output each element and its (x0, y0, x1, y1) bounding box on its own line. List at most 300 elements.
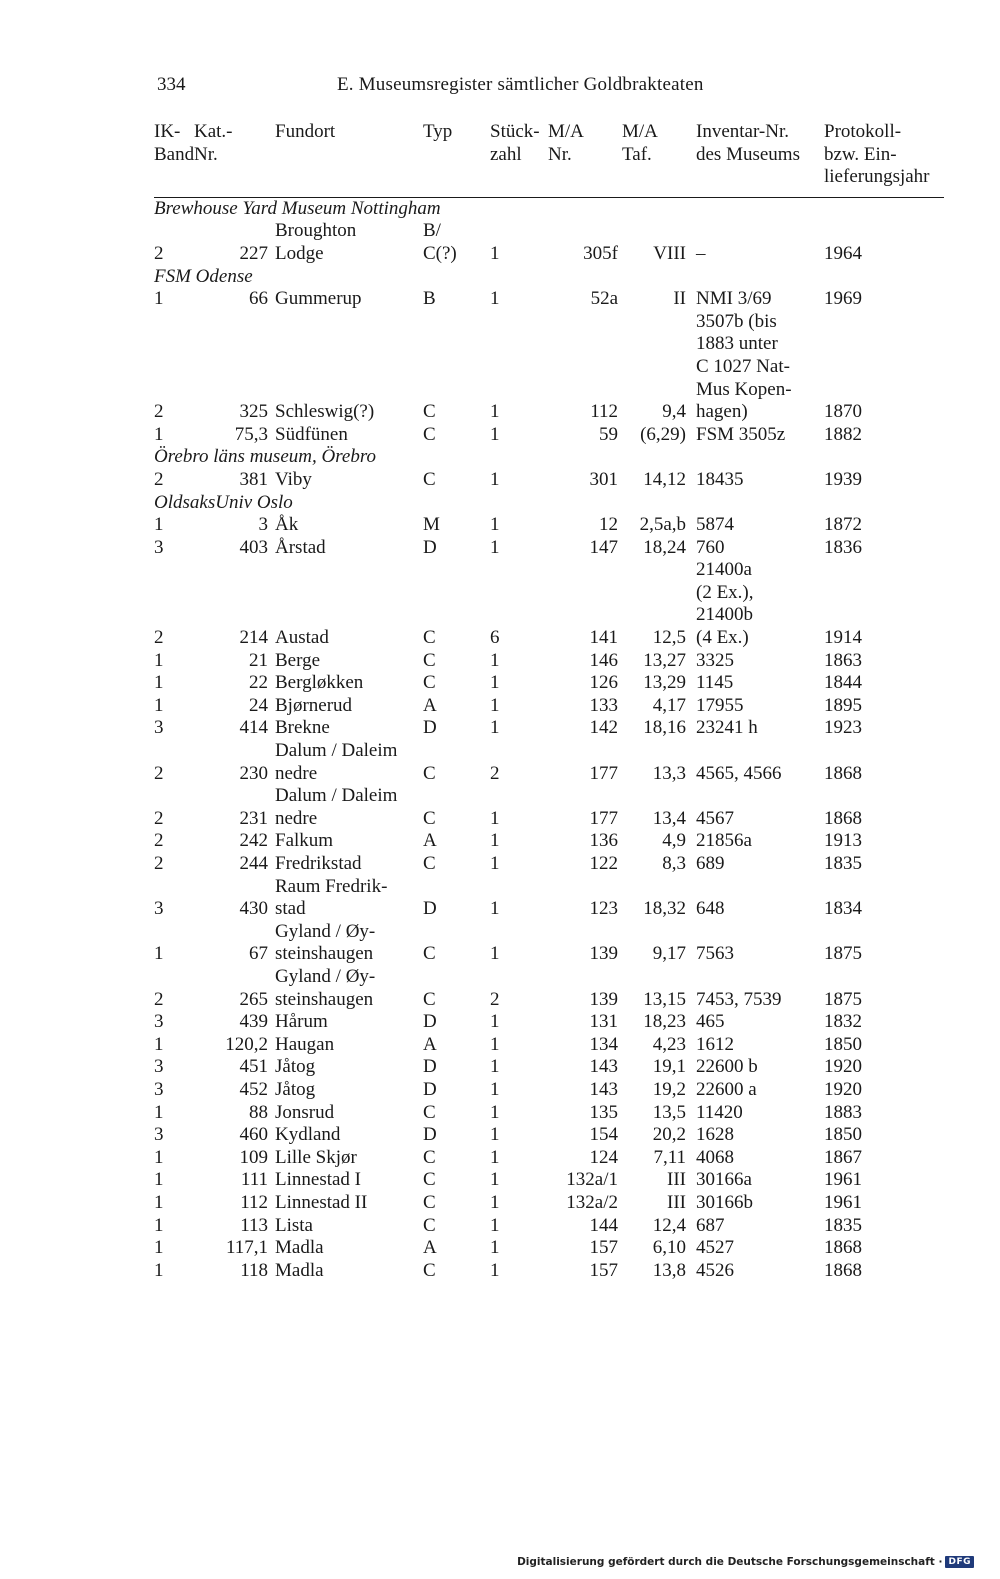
cell-kat-nr: 120,2 (225, 1033, 268, 1055)
cell-inventar-nr: NMI 3/69 (696, 288, 772, 310)
col-header-line: des Museums (696, 143, 800, 165)
col-header-inventar-nr (690, 121, 820, 197)
cell-kat-nr: 451 (239, 1056, 268, 1078)
table-row (154, 311, 944, 424)
cell-ma-taf: 4,17 (652, 694, 686, 716)
cell-fundort-line: steinshaugen (275, 988, 374, 1010)
table-row (154, 1169, 944, 1192)
cell-stueckzahl: 1 (490, 1237, 500, 1259)
cell-typ: D (423, 1078, 437, 1100)
museum-name: Örebro läns museum, Örebro (154, 446, 377, 468)
cell-inventar-nr-line: 21400a (696, 559, 752, 581)
cell-fundort-line: Dalum / Daleim (275, 785, 398, 807)
cell-typ: D (423, 898, 437, 920)
museum-heading-row (154, 492, 944, 515)
cell-typ: C (423, 468, 436, 490)
cell-typ: D (423, 536, 437, 558)
cell-inventar-nr: 22600 b (696, 1056, 758, 1078)
col-header-line: Nr. (194, 143, 218, 165)
cell-ik-band: 2 (154, 807, 164, 829)
cell-stueckzahl: 1 (490, 1011, 500, 1033)
cell-typ: C (423, 1101, 436, 1123)
cell-ik-band: 1 (154, 1146, 164, 1168)
cell-stueckzahl: 1 (490, 943, 500, 965)
cell-ma-taf: 9,4 (662, 401, 686, 423)
cell-protokolljahr: 1883 (824, 1101, 862, 1123)
cell-inventar-nr-line: 21400b (696, 604, 753, 626)
table-row (154, 672, 944, 695)
cell-ma-taf: 4,23 (652, 1033, 686, 1055)
cell-ma-taf: III (667, 1191, 686, 1213)
cell-ma-nr: 12 (599, 514, 618, 536)
col-header-line: Kat.- (194, 121, 233, 142)
cell-protokolljahr: 1920 (824, 1056, 862, 1078)
cell-stueckzahl: 1 (490, 853, 500, 874)
col-header-line: Nr. (548, 143, 572, 165)
cell-ma-nr: 157 (589, 1237, 618, 1259)
cell-stueckzahl: 1 (490, 242, 500, 264)
table-row (154, 514, 944, 537)
cell-ma-taf: 13,5 (652, 1101, 686, 1123)
cell-ma-taf: 13,29 (643, 672, 686, 694)
cell-inventar-nr: 760 (696, 536, 725, 558)
cell-fundort: Berge (275, 649, 321, 671)
cell-fundort: Hårum (275, 1011, 328, 1033)
cell-inventar-nr: – (696, 242, 706, 264)
cell-protokolljahr: 1872 (824, 514, 862, 536)
cell-typ: A (423, 1033, 437, 1055)
cell-fundort-line: steinshaugen (275, 943, 374, 965)
table-row (154, 1056, 944, 1079)
museum-name: Brewhouse Yard Museum Nottingham (154, 197, 441, 219)
cell-stueckzahl: 1 (490, 1033, 500, 1055)
cell-ma-taf: III (667, 1169, 686, 1191)
cell-ma-nr: 133 (589, 694, 618, 716)
table-header-row (154, 121, 944, 197)
table-row (154, 1011, 944, 1034)
cell-kat-nr: 117,1 (225, 1237, 268, 1259)
cell-stueckzahl: 1 (490, 1191, 500, 1213)
cell-kat-nr: 214 (239, 627, 268, 649)
cell-inventar-nr-line: hagen) (696, 401, 748, 423)
cell-fundort-line: nedre (275, 807, 318, 829)
cell-protokolljahr: 1832 (824, 1011, 862, 1033)
cell-stueckzahl: 1 (490, 1056, 500, 1078)
col-header-line: bzw. Ein- (824, 143, 897, 165)
cell-stueckzahl: 2 (490, 762, 500, 784)
cell-kat-nr: 452 (239, 1078, 268, 1100)
col-header-line: lieferungsjahr (824, 166, 930, 188)
cell-ma-taf: 13,27 (643, 649, 686, 671)
table-row (154, 1034, 944, 1057)
cell-ma-taf: 14,12 (643, 468, 686, 490)
col-header-line (423, 144, 483, 167)
cell-ma-taf: II (673, 288, 686, 310)
cell-stueckzahl: 1 (490, 1259, 500, 1281)
cell-inventar-nr (690, 559, 820, 649)
table-row (154, 853, 944, 876)
cell-stueckzahl: 2 (490, 988, 500, 1010)
table-row (154, 740, 944, 785)
cell-protokolljahr: 1850 (824, 1033, 862, 1055)
cell-ik-band: 2 (154, 762, 164, 784)
cell-stueckzahl: 1 (490, 898, 500, 920)
cell-protokolljahr: 1939 (824, 468, 862, 490)
cell-ma-taf: 13,15 (643, 988, 686, 1010)
cell-ik-band: 1 (154, 1169, 164, 1191)
col-header-stueckzahl (483, 121, 548, 197)
cell-ik-band: 1 (154, 649, 164, 671)
cell-kat-nr: 21 (249, 649, 268, 671)
museum-heading-row (154, 197, 944, 220)
cell-fundort: Madla (275, 1259, 324, 1281)
col-header-line: Typ (423, 121, 453, 142)
cell-typ-line: B/ (423, 220, 441, 242)
cell-inventar-nr: 11420 (696, 1101, 743, 1123)
col-header-line: M/A (548, 121, 584, 142)
cell-fundort (272, 966, 423, 1011)
table-row (154, 650, 944, 673)
cell-ma-nr: 139 (589, 943, 618, 965)
cell-typ: C (423, 943, 436, 965)
col-header-line: Band (154, 143, 195, 165)
cell-protokolljahr: 1923 (824, 717, 862, 739)
cell-kat-nr: 66 (249, 288, 268, 310)
cell-stueckzahl: 1 (490, 468, 500, 490)
cell-ik-band: 3 (154, 1056, 164, 1078)
museum-name: FSM Odense (154, 265, 253, 287)
cell-kat-nr: 414 (239, 717, 268, 739)
cell-fundort: Jåtog (275, 1056, 316, 1078)
table-row (154, 921, 944, 966)
cell-inventar-nr: 689 (696, 853, 725, 874)
cell-ma-nr: 305f (583, 242, 618, 264)
cell-inventar-nr: 3325 (696, 649, 734, 671)
cell-inventar-nr-line: C 1027 Nat- (696, 355, 790, 377)
footer-text: Digitalisierung gefördert durch die Deutsche Forschungsgemeinschaft · (517, 1556, 943, 1568)
cell-typ: A (423, 1237, 437, 1259)
table-row (154, 876, 944, 921)
cell-typ (423, 220, 483, 265)
cell-fundort: Lista (275, 1214, 313, 1236)
cell-fundort (272, 785, 423, 830)
cell-ma-nr: 136 (589, 830, 618, 852)
cell-protokolljahr: 1914 (824, 627, 862, 649)
cell-inventar-nr: 30166b (696, 1191, 753, 1213)
col-header-typ (423, 121, 483, 197)
cell-stueckzahl: 1 (490, 401, 500, 423)
cell-ma-nr: 126 (589, 672, 618, 694)
cell-inventar-nr: 1612 (696, 1033, 734, 1055)
cell-ik-band: 1 (154, 672, 164, 694)
cell-inventar-nr-line: (2 Ex.), (696, 581, 754, 603)
cell-inventar-nr-line: 1883 unter (696, 333, 778, 355)
cell-kat-nr: 227 (239, 242, 268, 264)
table-row (154, 695, 944, 718)
cell-kat-nr: 242 (239, 830, 268, 852)
table-row (154, 424, 944, 447)
cell-inventar-nr: 1145 (696, 672, 734, 694)
table-row (154, 288, 944, 311)
table-row (154, 830, 944, 853)
cell-kat-nr: 3 (258, 514, 268, 536)
cell-fundort-line: Raum Fredrik- (275, 875, 388, 897)
cell-protokolljahr: 1875 (824, 988, 862, 1010)
cell-typ: D (423, 1124, 437, 1146)
museum-name: OldsaksUniv Oslo (154, 491, 293, 513)
cell-kat-nr: 118 (240, 1259, 268, 1281)
cell-fundort: Årstad (275, 536, 326, 558)
cell-protokolljahr: 1836 (824, 536, 862, 558)
table-row (154, 1237, 944, 1260)
cell-inventar-nr: 4068 (696, 1146, 734, 1168)
cell-protokolljahr: 1844 (824, 672, 862, 694)
cell-ik-band: 3 (154, 717, 164, 739)
col-header-kat-nr (194, 121, 272, 197)
cell-protokolljahr: 1961 (824, 1191, 862, 1213)
cell-ik-band: 1 (154, 514, 164, 536)
cell-ik-band: 1 (154, 1033, 164, 1055)
table-row (154, 717, 944, 740)
cell-ma-taf: 2,5a,b (639, 514, 686, 536)
cell-ik-band: 2 (154, 988, 164, 1010)
cell-ma-nr: 112 (590, 401, 618, 423)
cell-stueckzahl: 6 (490, 627, 500, 649)
cell-ma-taf: 9,17 (652, 943, 686, 965)
cell-fundort (272, 921, 423, 966)
cell-fundort: Bjørnerud (275, 694, 353, 716)
cell-ik-band: 1 (154, 1191, 164, 1213)
cell-ma-taf: 18,24 (643, 536, 686, 558)
table-row (154, 220, 944, 265)
cell-fundort: Schleswig(?) (275, 401, 375, 423)
cell-fundort: Südfünen (275, 423, 348, 445)
cell-ma-nr: 135 (589, 1101, 618, 1123)
cell-ma-taf: 18,32 (643, 898, 686, 920)
cell-ma-taf: 12,4 (652, 1214, 686, 1236)
cell-ik-band: 2 (154, 853, 164, 874)
cell-ma-taf: 13,8 (652, 1259, 686, 1281)
cell-ik-band: 1 (154, 1214, 164, 1236)
cell-fundort-line: Broughton (275, 220, 357, 242)
cell-kat-nr: 88 (249, 1101, 268, 1123)
cell-inventar-nr: 23241 h (696, 717, 758, 739)
cell-inventar-nr: 1628 (696, 1124, 734, 1146)
cell-ma-nr: 59 (599, 423, 618, 445)
cell-ma-nr: 141 (589, 627, 618, 649)
cell-inventar-nr: 7453, 7539 (696, 988, 782, 1010)
cell-ma-nr: 143 (589, 1078, 618, 1100)
cell-protokolljahr: 1875 (824, 943, 862, 965)
cell-typ: D (423, 1011, 437, 1033)
cell-protokolljahr: 1969 (824, 288, 862, 310)
cell-protokolljahr: 1895 (824, 694, 862, 716)
cell-ma-nr: 144 (589, 1214, 618, 1236)
col-header-line: Fundort (275, 121, 336, 142)
cell-protokolljahr: 1920 (824, 1078, 862, 1100)
cell-ma-taf: 18,16 (643, 717, 686, 739)
cell-fundort: Kydland (275, 1124, 341, 1146)
cell-stueckzahl: 1 (490, 1214, 500, 1236)
cell-kat-nr: 111 (240, 1169, 268, 1191)
cell-inventar-nr: 648 (696, 898, 725, 920)
cell-kat-nr: 231 (239, 807, 268, 829)
cell-fundort (272, 220, 423, 265)
col-header-line: Protokoll- (824, 121, 902, 142)
cell-kat-nr: 75,3 (234, 423, 268, 445)
cell-protokolljahr: 1964 (824, 242, 862, 264)
cell-ik-band: 2 (154, 401, 164, 423)
cell-ma-nr: 132a/2 (566, 1191, 618, 1213)
cell-kat-nr: 439 (239, 1011, 268, 1033)
cell-stueckzahl: 1 (490, 694, 500, 716)
cell-stueckzahl: 1 (490, 1078, 500, 1100)
cell-typ: C (423, 672, 436, 694)
col-header-line: zahl (490, 143, 522, 165)
cell-protokolljahr: 1961 (824, 1169, 862, 1191)
cell-ik-band: 3 (154, 1011, 164, 1033)
cell-ik-band: 2 (154, 830, 164, 852)
table-row (154, 785, 944, 830)
cell-ma-taf: VIII (653, 242, 686, 264)
cell-protokolljahr: 1863 (824, 649, 862, 671)
cell-fundort: Bergløkken (275, 672, 364, 694)
cell-fundort: Madla (275, 1237, 324, 1259)
col-header-line: IK- (154, 121, 181, 142)
cell-ik-band: 1 (154, 423, 164, 445)
table-row (154, 537, 944, 560)
cell-inventar-nr: 21856a (696, 830, 752, 852)
cell-stueckzahl: 1 (490, 423, 500, 445)
cell-stueckzahl: 1 (490, 649, 500, 671)
cell-inventar-nr-line: 3507b (bis (696, 310, 777, 332)
cell-kat-nr: 381 (239, 468, 268, 490)
col-header-protokolljahr (820, 121, 944, 197)
cell-protokolljahr: 1882 (824, 423, 862, 445)
table-row (154, 1260, 944, 1283)
cell-ik-band: 2 (154, 468, 164, 490)
cell-typ: C (423, 988, 436, 1010)
col-header-line: Stück- (490, 121, 540, 142)
cell-typ: C (423, 1214, 436, 1236)
cell-typ: C (423, 423, 436, 445)
cell-kat-nr: 230 (239, 762, 268, 784)
cell-protokolljahr: 1868 (824, 1237, 862, 1259)
cell-ik-band: 3 (154, 1078, 164, 1100)
cell-ik-band: 1 (154, 694, 164, 716)
cell-ma-nr: 52a (590, 288, 618, 310)
cell-typ: D (423, 1056, 437, 1078)
col-header-fundort (272, 121, 423, 197)
cell-stueckzahl: 1 (490, 807, 500, 829)
cell-ik-band: 1 (154, 1237, 164, 1259)
cell-protokolljahr: 1867 (824, 1146, 862, 1168)
table-row (154, 1215, 944, 1238)
dfg-logo: DFG (945, 1556, 974, 1568)
museum-register-table (154, 121, 944, 1282)
cell-typ: A (423, 830, 437, 852)
table-row (154, 1102, 944, 1125)
cell-ma-nr: 132a/1 (566, 1169, 618, 1191)
cell-ma-nr: 157 (589, 1259, 618, 1281)
cell-stueckzahl: 1 (490, 536, 500, 558)
museum-heading-row (154, 446, 944, 469)
cell-protokolljahr: 1835 (824, 1214, 862, 1236)
col-header-ma-nr (548, 121, 622, 197)
cell-typ: M (423, 514, 440, 536)
museum-heading-row (154, 266, 944, 289)
cell-ma-taf: 4,9 (662, 830, 686, 852)
cell-fundort-line: Gyland / Øy- (275, 920, 376, 942)
cell-kat-nr: 403 (239, 536, 268, 558)
cell-typ: C (423, 627, 436, 649)
cell-fundort (272, 740, 423, 785)
cell-protokolljahr: 1868 (824, 1259, 862, 1281)
cell-fundort: Haugan (275, 1033, 335, 1055)
cell-ik-band: 2 (154, 627, 164, 649)
cell-ma-taf: 18,23 (643, 1011, 686, 1033)
cell-ma-taf: 8,3 (662, 853, 686, 874)
cell-ma-taf: 6,10 (652, 1237, 686, 1259)
cell-kat-nr: 109 (239, 1146, 268, 1168)
cell-kat-nr: 244 (239, 853, 268, 874)
cell-fundort: Gummerup (275, 288, 362, 310)
cell-kat-nr: 24 (249, 694, 268, 716)
cell-fundort: Jåtog (275, 1078, 316, 1100)
cell-ma-taf: 13,3 (652, 762, 686, 784)
cell-ma-nr: 123 (589, 898, 618, 920)
cell-fundort: Åk (275, 514, 299, 536)
cell-inventar-nr: 18435 (696, 468, 744, 490)
cell-inventar-nr: FSM 3505z (696, 423, 786, 445)
cell-fundort: Falkum (275, 830, 334, 852)
cell-kat-nr: 112 (240, 1191, 268, 1213)
cell-ma-nr: 131 (589, 1011, 618, 1033)
cell-ma-taf: 19,2 (652, 1078, 686, 1100)
cell-ma-nr: 122 (589, 853, 618, 874)
cell-kat-nr: 113 (240, 1214, 268, 1236)
col-header-line: M/A (622, 121, 658, 142)
cell-stueckzahl: 1 (490, 672, 500, 694)
cell-inventar-nr: 4526 (696, 1259, 734, 1281)
cell-kat-nr: 430 (239, 898, 268, 920)
cell-ma-taf: 20,2 (652, 1124, 686, 1146)
cell-protokolljahr: 1835 (824, 853, 862, 874)
cell-ma-nr: 177 (589, 807, 618, 829)
cell-inventar-nr: 17955 (696, 694, 744, 716)
cell-inventar-nr: 22600 a (696, 1078, 757, 1100)
cell-ma-taf: 7,11 (653, 1146, 686, 1168)
table-row (154, 1147, 944, 1170)
col-header-ik-band (154, 121, 194, 197)
col-header-line: Taf. (622, 143, 652, 165)
cell-inventar-nr: 465 (696, 1011, 725, 1033)
cell-fundort: Brekne (275, 717, 330, 739)
cell-inventar-nr (690, 311, 820, 424)
cell-ma-nr: 177 (589, 762, 618, 784)
digitization-footer (517, 1556, 974, 1568)
col-header-line: Inventar-Nr. (696, 121, 789, 142)
cell-fundort-line: Gyland / Øy- (275, 965, 376, 987)
cell-inventar-nr-line: Mus Kopen- (696, 378, 792, 400)
cell-fundort-line: Lodge (275, 242, 324, 264)
cell-ma-nr: 142 (589, 717, 618, 739)
cell-fundort (272, 876, 423, 921)
cell-stueckzahl: 1 (490, 1101, 500, 1123)
cell-inventar-nr-line: (4 Ex.) (696, 627, 749, 649)
cell-protokolljahr: 1913 (824, 830, 862, 852)
cell-ik-band: 1 (154, 288, 164, 310)
